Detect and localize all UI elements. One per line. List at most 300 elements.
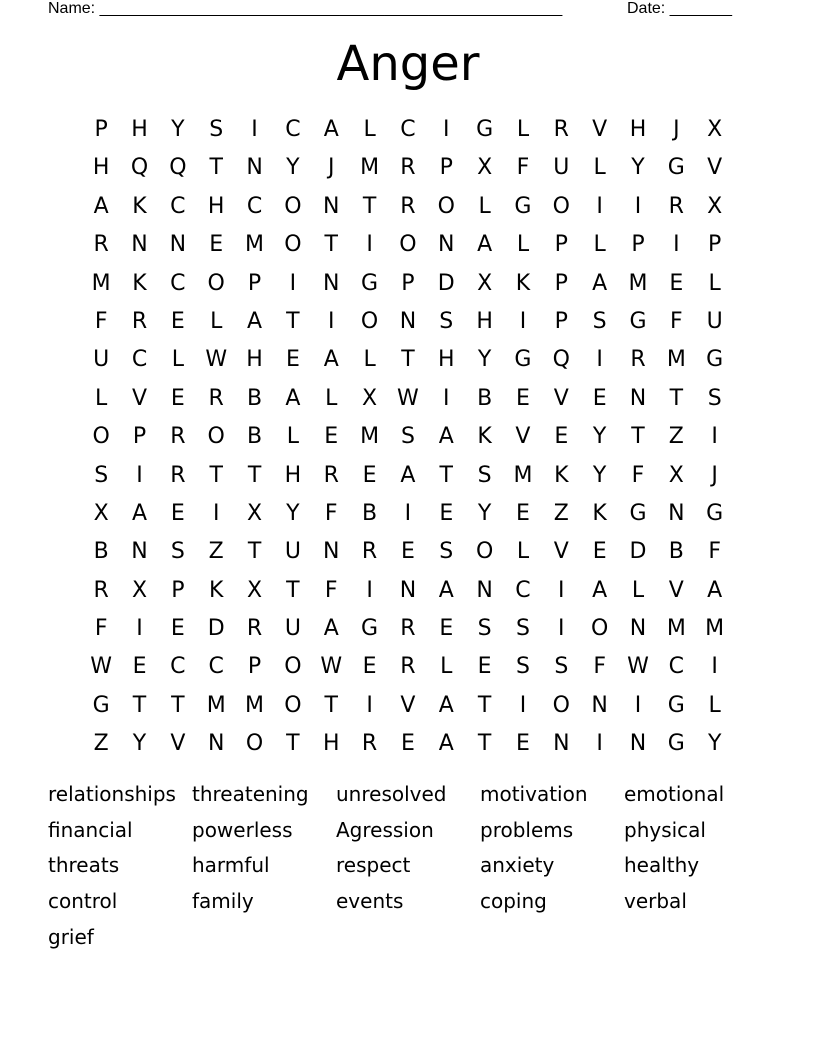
grid-letter: L: [593, 232, 606, 258]
grid-letter: E: [669, 270, 684, 296]
grid-letter: M: [705, 616, 725, 642]
grid-letter: G: [514, 193, 532, 219]
grid-letter: O: [552, 193, 570, 219]
grid-letter: K: [208, 577, 224, 603]
grid-letter: Q: [552, 347, 570, 373]
grid-letter: T: [477, 731, 492, 757]
grid-letter: A: [438, 731, 454, 757]
word-list-item: financial: [48, 817, 133, 842]
grid-letter: Y: [132, 731, 147, 757]
grid-letter: I: [327, 308, 335, 334]
grid-letter: N: [553, 731, 570, 757]
grid-row: [82, 341, 734, 379]
grid-letter: E: [362, 462, 377, 488]
grid-letter: M: [91, 270, 111, 296]
grid-letter: Z: [668, 424, 684, 450]
grid-letter: N: [246, 155, 263, 181]
grid-letter: I: [251, 117, 258, 142]
grid-letter: V: [170, 731, 186, 757]
grid-letter: R: [93, 577, 109, 603]
grid-letter: R: [400, 155, 416, 181]
grid-letter: A: [285, 385, 301, 411]
grid-letter: J: [327, 155, 335, 181]
grid-letter: O: [475, 539, 494, 565]
grid-letter: A: [323, 347, 339, 373]
grid-letter: I: [519, 308, 527, 334]
grid-letter: A: [477, 232, 493, 258]
grid-letter: B: [247, 424, 263, 450]
name-field: Name: ____________________________________________________: [48, 0, 563, 17]
grid-letter: N: [131, 539, 148, 565]
grid-letter: F: [708, 539, 721, 565]
grid-letter: C: [246, 193, 263, 219]
grid-letter: L: [516, 232, 530, 258]
grid-letter: S: [170, 539, 185, 565]
grid-letter: O: [399, 232, 417, 258]
grid-letter: N: [476, 577, 493, 603]
grid-letter: Q: [169, 155, 187, 181]
grid-letter: S: [400, 424, 415, 450]
grid-letter: P: [439, 155, 453, 181]
grid-letter: C: [170, 193, 186, 219]
grid-letter: M: [245, 232, 265, 258]
grid-letter: G: [361, 616, 379, 642]
grid-letter: T: [324, 692, 338, 718]
grid-letter: P: [631, 232, 645, 258]
grid-letter: X: [131, 577, 148, 603]
grid-letter: L: [363, 117, 376, 142]
word-list-item: motivation: [480, 782, 588, 806]
grid-letter: J: [711, 462, 718, 488]
grid-letter: E: [477, 654, 492, 680]
word-list: [48, 778, 768, 956]
grid-letter: K: [477, 424, 492, 450]
grid-letter: Y: [592, 424, 607, 450]
grid-letter: T: [286, 577, 300, 603]
grid-letter: K: [132, 270, 147, 296]
grid-letter: B: [668, 539, 684, 565]
grid-letter: C: [170, 654, 186, 680]
grid-letter: P: [554, 308, 568, 334]
grid-letter: R: [400, 616, 416, 642]
word-list-item: physical: [624, 817, 706, 842]
grid-letter: I: [366, 577, 373, 603]
grid-letter: I: [519, 692, 527, 718]
grid-letter: H: [284, 462, 302, 488]
grid-letter: X: [668, 462, 684, 488]
grid-letter: W: [627, 654, 649, 680]
grid-letter: L: [631, 577, 645, 603]
grid-letter: T: [401, 347, 415, 373]
grid-letter: N: [323, 270, 340, 296]
word-list-item: coping: [480, 889, 547, 914]
grid-row: [82, 149, 734, 187]
grid-letter: N: [591, 692, 608, 718]
grid-letter: R: [553, 117, 569, 142]
grid-letter: I: [596, 347, 603, 373]
grid-letter: H: [629, 117, 647, 142]
grid-letter: L: [286, 424, 300, 450]
word-list-item: powerless: [192, 817, 293, 842]
word-list-item: problems: [480, 817, 574, 842]
grid-letter: O: [284, 193, 302, 219]
grid-letter: P: [94, 117, 108, 142]
grid-letter: N: [629, 616, 647, 642]
grid-letter: R: [170, 424, 186, 450]
grid-letter: I: [596, 731, 603, 757]
grid-letter: I: [443, 385, 450, 411]
grid-letter: L: [708, 692, 721, 718]
grid-letter: P: [171, 577, 185, 603]
grid-letter: E: [592, 385, 607, 411]
grid-letter: C: [400, 117, 416, 142]
grid-letter: S: [554, 654, 569, 680]
grid-letter: I: [136, 616, 143, 642]
grid-letter: E: [439, 616, 454, 642]
grid-row: [82, 533, 734, 571]
grid-letter: A: [438, 692, 454, 718]
grid-letter: X: [247, 577, 263, 603]
grid-letter: I: [366, 232, 373, 258]
grid-letter: M: [360, 424, 380, 450]
grid-letter: O: [245, 731, 264, 757]
grid-row: [82, 380, 734, 418]
word-list-item: harmful: [192, 853, 270, 878]
grid-letter: I: [366, 692, 373, 718]
grid-letter: F: [94, 308, 108, 334]
word-list-item: respect: [336, 853, 411, 878]
grid-letter: Y: [477, 500, 492, 526]
grid-letter: I: [673, 232, 680, 258]
grid-letter: R: [170, 462, 186, 488]
grid-letter: F: [516, 155, 530, 181]
grid-letter: Y: [171, 117, 185, 142]
grid-letter: A: [707, 577, 723, 603]
grid-letter: N: [131, 232, 148, 258]
grid-letter: B: [247, 385, 263, 411]
grid-letter: J: [673, 117, 680, 142]
grid-letter: P: [247, 654, 262, 680]
grid-letter: I: [404, 500, 412, 526]
grid-letter: M: [206, 692, 226, 718]
word-list-item: relationships: [48, 782, 176, 806]
grid-letter: I: [711, 424, 718, 450]
grid-letter: R: [93, 232, 109, 258]
grid-letter: R: [668, 193, 684, 219]
grid-letter: T: [439, 462, 453, 488]
grid-letter: E: [554, 424, 569, 450]
grid-letter: T: [362, 193, 377, 219]
grid-letter: C: [285, 117, 301, 142]
grid-letter: R: [400, 193, 416, 219]
grid-letter: E: [400, 539, 415, 565]
grid-letter: U: [553, 155, 570, 181]
grid-letter: O: [552, 692, 570, 718]
grid-letter: Y: [592, 462, 607, 488]
grid-letter: A: [323, 117, 339, 142]
grid-letter: S: [515, 654, 530, 680]
grid-letter: Z: [553, 500, 569, 526]
grid-letter: W: [320, 654, 343, 680]
grid-letter: F: [670, 308, 683, 334]
grid-letter: R: [323, 462, 339, 488]
grid-letter: Y: [286, 500, 300, 526]
grid-letter: L: [478, 193, 491, 219]
grid-letter: O: [207, 270, 225, 296]
grid-letter: E: [324, 424, 339, 450]
grid-letter: I: [558, 616, 565, 642]
grid-letter: R: [400, 654, 416, 680]
grid-letter: E: [132, 654, 147, 680]
grid-letter: T: [324, 232, 338, 258]
grid-letter: R: [630, 347, 646, 373]
grid-letter: L: [440, 654, 453, 680]
grid-letter: P: [132, 424, 147, 450]
grid-letter: X: [707, 117, 723, 142]
grid-letter: G: [667, 731, 685, 757]
grid-row: [82, 418, 734, 456]
grid-letter: S: [515, 616, 530, 642]
grid-letter: S: [592, 308, 607, 334]
grid-letter: M: [666, 347, 686, 373]
grid-letter: I: [558, 577, 565, 603]
grid-letter: W: [90, 654, 113, 680]
grid-letter: V: [515, 424, 531, 450]
grid-letter: G: [706, 500, 724, 526]
grid-letter: I: [212, 500, 220, 526]
grid-letter: O: [590, 616, 609, 642]
grid-row: [82, 226, 734, 264]
grid-letter: T: [132, 692, 147, 718]
grid-letter: S: [477, 616, 492, 642]
word-list-item: verbal: [624, 889, 687, 914]
grid-letter: M: [666, 616, 686, 642]
grid-letter: K: [515, 270, 531, 296]
grid-letter: G: [629, 500, 647, 526]
grid-letter: Y: [477, 347, 492, 373]
grid-letter: T: [209, 155, 223, 181]
grid-letter: E: [209, 232, 224, 258]
grid-letter: F: [324, 500, 338, 526]
word-list-item: Agression: [336, 817, 434, 842]
grid-row: [82, 648, 734, 686]
page-title: Anger: [336, 36, 480, 92]
grid-letter: N: [207, 731, 225, 757]
word-list-item: unresolved: [336, 782, 447, 806]
grid-letter: H: [322, 731, 340, 757]
grid-letter: U: [284, 539, 301, 565]
grid-letter: E: [592, 539, 607, 565]
grid-letter: T: [286, 731, 300, 757]
word-list-item: threats: [48, 853, 120, 878]
grid-letter: G: [92, 692, 110, 718]
grid-letter: V: [668, 577, 684, 603]
grid-row: [82, 457, 734, 495]
word-list-item: healthy: [624, 853, 700, 878]
grid-letter: U: [284, 616, 301, 642]
grid-letter: V: [592, 117, 608, 142]
grid-letter: I: [596, 193, 603, 219]
grid-letter: G: [629, 308, 647, 334]
grid-letter: N: [323, 539, 340, 565]
grid-letter: V: [400, 692, 416, 718]
grid-letter: A: [400, 462, 416, 488]
letter-grid: [82, 111, 734, 764]
grid-letter: W: [397, 385, 419, 411]
grid-letter: N: [169, 232, 187, 258]
grid-letter: K: [592, 500, 607, 526]
grid-letter: N: [323, 193, 340, 219]
grid-letter: F: [94, 616, 108, 642]
grid-letter: G: [667, 155, 685, 181]
grid-letter: E: [285, 347, 300, 373]
grid-letter: F: [593, 654, 606, 680]
grid-letter: I: [634, 193, 642, 219]
grid-letter: H: [131, 117, 148, 142]
grid-letter: P: [708, 232, 722, 258]
word-list-item: anxiety: [480, 853, 555, 878]
grid-row: [82, 495, 734, 533]
grid-letter: F: [324, 577, 338, 603]
grid-letter: S: [707, 385, 722, 411]
grid-letter: V: [553, 385, 569, 411]
word-list-item: grief: [48, 924, 94, 949]
grid-letter: Q: [130, 155, 149, 181]
grid-letter: T: [171, 692, 185, 718]
grid-letter: Y: [707, 731, 722, 757]
grid-letter: F: [631, 462, 645, 488]
grid-letter: I: [443, 117, 450, 142]
grid-letter: S: [439, 308, 454, 334]
grid-letter: A: [592, 577, 608, 603]
grid-letter: L: [516, 117, 530, 142]
header-line: [48, 0, 740, 20]
word-list-item: threatening: [192, 782, 309, 806]
grid-letter: P: [401, 270, 415, 296]
grid-letter: S: [209, 117, 224, 142]
grid-letter: E: [400, 731, 415, 757]
word-list-item: family: [192, 889, 254, 914]
grid-letter: Y: [286, 155, 300, 181]
grid-letter: B: [362, 500, 378, 526]
grid-letter: E: [516, 385, 530, 411]
word-list-item: control: [48, 889, 118, 914]
grid-letter: X: [93, 500, 109, 526]
grid-letter: L: [363, 347, 376, 373]
grid-letter: I: [289, 270, 297, 296]
grid-letter: S: [439, 539, 454, 565]
grid-letter: D: [437, 270, 455, 296]
grid-letter: A: [438, 424, 454, 450]
grid-letter: T: [209, 462, 223, 488]
grid-letter: O: [92, 424, 110, 450]
grid-letter: L: [95, 385, 108, 411]
grid-letter: D: [207, 616, 225, 642]
grid-letter: O: [360, 308, 379, 334]
grid-letter: X: [707, 193, 723, 219]
grid-letter: A: [438, 577, 454, 603]
grid-letter: L: [171, 347, 184, 373]
grid-row: [82, 303, 734, 341]
grid-letter: I: [136, 462, 143, 488]
grid-letter: X: [362, 385, 378, 411]
grid-letter: O: [284, 654, 302, 680]
grid-letter: Z: [93, 731, 109, 757]
grid-letter: E: [516, 731, 530, 757]
grid-letter: H: [207, 193, 225, 219]
grid-letter: T: [286, 308, 300, 334]
grid-row: [82, 188, 734, 226]
grid-letter: S: [94, 462, 109, 488]
grid-letter: E: [516, 500, 530, 526]
grid-letter: L: [593, 155, 606, 181]
grid-letter: U: [93, 347, 110, 373]
grid-letter: O: [207, 424, 225, 450]
grid-letter: W: [205, 347, 228, 373]
grid-letter: I: [634, 692, 642, 718]
grid-letter: P: [247, 270, 262, 296]
date-field: Date: _______: [627, 0, 732, 17]
grid-letter: R: [208, 385, 224, 411]
grid-letter: T: [477, 692, 492, 718]
grid-letter: E: [170, 308, 185, 334]
grid-letter: C: [131, 347, 148, 373]
grid-letter: C: [668, 654, 685, 680]
grid-letter: R: [131, 308, 148, 334]
grid-letter: P: [554, 232, 568, 258]
grid-letter: O: [437, 193, 455, 219]
grid-row: [82, 725, 734, 763]
grid-letter: G: [514, 347, 532, 373]
grid-letter: D: [629, 539, 647, 565]
grid-letter: E: [170, 385, 185, 411]
grid-row: [82, 111, 734, 149]
grid-letter: A: [592, 270, 608, 296]
grid-letter: L: [516, 539, 530, 565]
grid-letter: H: [437, 347, 455, 373]
word-list-item: events: [336, 889, 404, 914]
grid-letter: A: [93, 193, 109, 219]
grid-letter: G: [361, 270, 379, 296]
grid-letter: O: [284, 232, 302, 258]
grid-letter: N: [629, 731, 647, 757]
grid-letter: I: [711, 654, 718, 680]
grid-letter: N: [438, 232, 455, 258]
grid-letter: A: [131, 500, 148, 526]
grid-letter: R: [361, 539, 378, 565]
grid-letter: S: [477, 462, 492, 488]
grid-letter: V: [131, 385, 148, 411]
grid-letter: T: [631, 424, 645, 450]
grid-letter: R: [361, 731, 378, 757]
grid-letter: Z: [208, 539, 224, 565]
grid-letter: E: [170, 616, 185, 642]
grid-letter: B: [93, 539, 109, 565]
grid-letter: X: [477, 270, 493, 296]
grid-letter: P: [554, 270, 568, 296]
grid-letter: Y: [631, 155, 645, 181]
grid-letter: O: [284, 692, 302, 718]
grid-letter: M: [245, 692, 265, 718]
grid-letter: N: [399, 577, 417, 603]
grid-letter: V: [707, 155, 723, 181]
grid-letter: H: [92, 155, 110, 181]
grid-letter: N: [668, 500, 685, 526]
grid-letter: X: [477, 155, 493, 181]
grid-letter: B: [477, 385, 493, 411]
grid-letter: N: [629, 385, 647, 411]
grid-letter: L: [210, 308, 223, 334]
